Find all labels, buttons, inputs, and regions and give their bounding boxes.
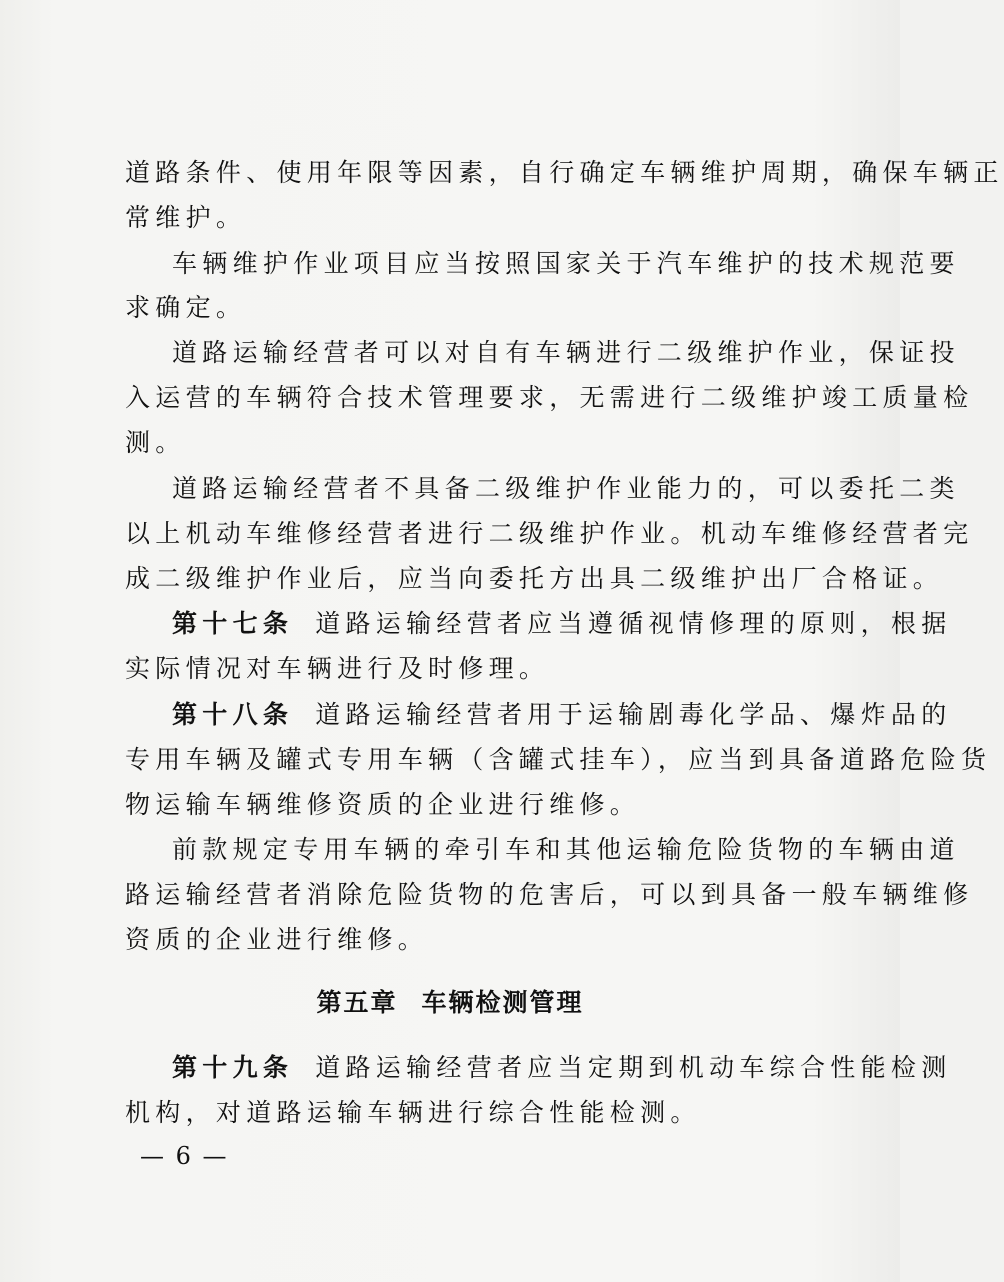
article-label: 第十七条: [172, 609, 294, 638]
chapter-heading: [0, 988, 900, 1018]
paragraph-line: 成二级维护作业后，应当向委托方出具二级维护出厂合格证。: [125, 564, 944, 593]
paragraph-line: 常维护。: [125, 203, 247, 232]
article-19-first-line: [172, 1053, 952, 1083]
chapter-title: 车辆检测管理: [421, 988, 584, 1017]
paragraph-line: 机构，对道路运输车辆进行综合性能检测。: [125, 1098, 701, 1127]
article-label: 第十九条: [172, 1053, 294, 1082]
paragraph-line: 道路运输经营者可以对自有车辆进行二级维护作业，保证投: [172, 338, 960, 367]
article-18-first-line: [172, 700, 952, 730]
paragraph-line: 前款规定专用车辆的牵引车和其他运输危险货物的车辆由道: [172, 835, 960, 864]
paragraph-line: 资质的企业进行维修。: [125, 925, 429, 954]
paragraph-line: 测。: [125, 428, 186, 457]
paragraph-line: 专用车辆及罐式专用车辆（含罐式挂车），应当到具备道路危险货: [125, 745, 992, 774]
paragraph-line: 入运营的车辆符合技术管理要求，无需进行二级维护竣工质量检: [125, 383, 974, 412]
article-text: 道路运输经营者应当定期到机动车综合性能检测: [315, 1053, 952, 1082]
page-number: — 6 —: [140, 1142, 229, 1170]
paragraph-line: 路运输经营者消除危险货物的危害后，可以到具备一般车辆维修: [125, 880, 974, 909]
article-17-first-line: [172, 609, 952, 639]
paragraph-line: 求确定。: [125, 293, 247, 322]
article-text: 道路运输经营者用于运输剧毒化学品、爆炸品的: [315, 700, 952, 729]
paragraph-line: 道路运输经营者不具备二级维护作业能力的，可以委托二类: [172, 474, 960, 503]
paragraph-line: 车辆维护作业项目应当按照国家关于汽车维护的技术规范要: [172, 249, 960, 278]
article-label: 第十八条: [172, 700, 294, 729]
paragraph-line: 实际情况对车辆进行及时修理。: [125, 654, 550, 683]
article-text: 道路运输经营者应当遵循视情修理的原则，根据: [315, 609, 952, 638]
paragraph-line: 以上机动车维修经营者进行二级维护作业。机动车维修经营者完: [125, 519, 974, 548]
paragraph-line: 道路条件、使用年限等因素，自行确定车辆维护周期，确保车辆正: [125, 158, 1004, 187]
paragraph-line: 物运输车辆维修资质的企业进行维修。: [125, 790, 641, 819]
chapter-number: 第五章: [316, 988, 398, 1017]
